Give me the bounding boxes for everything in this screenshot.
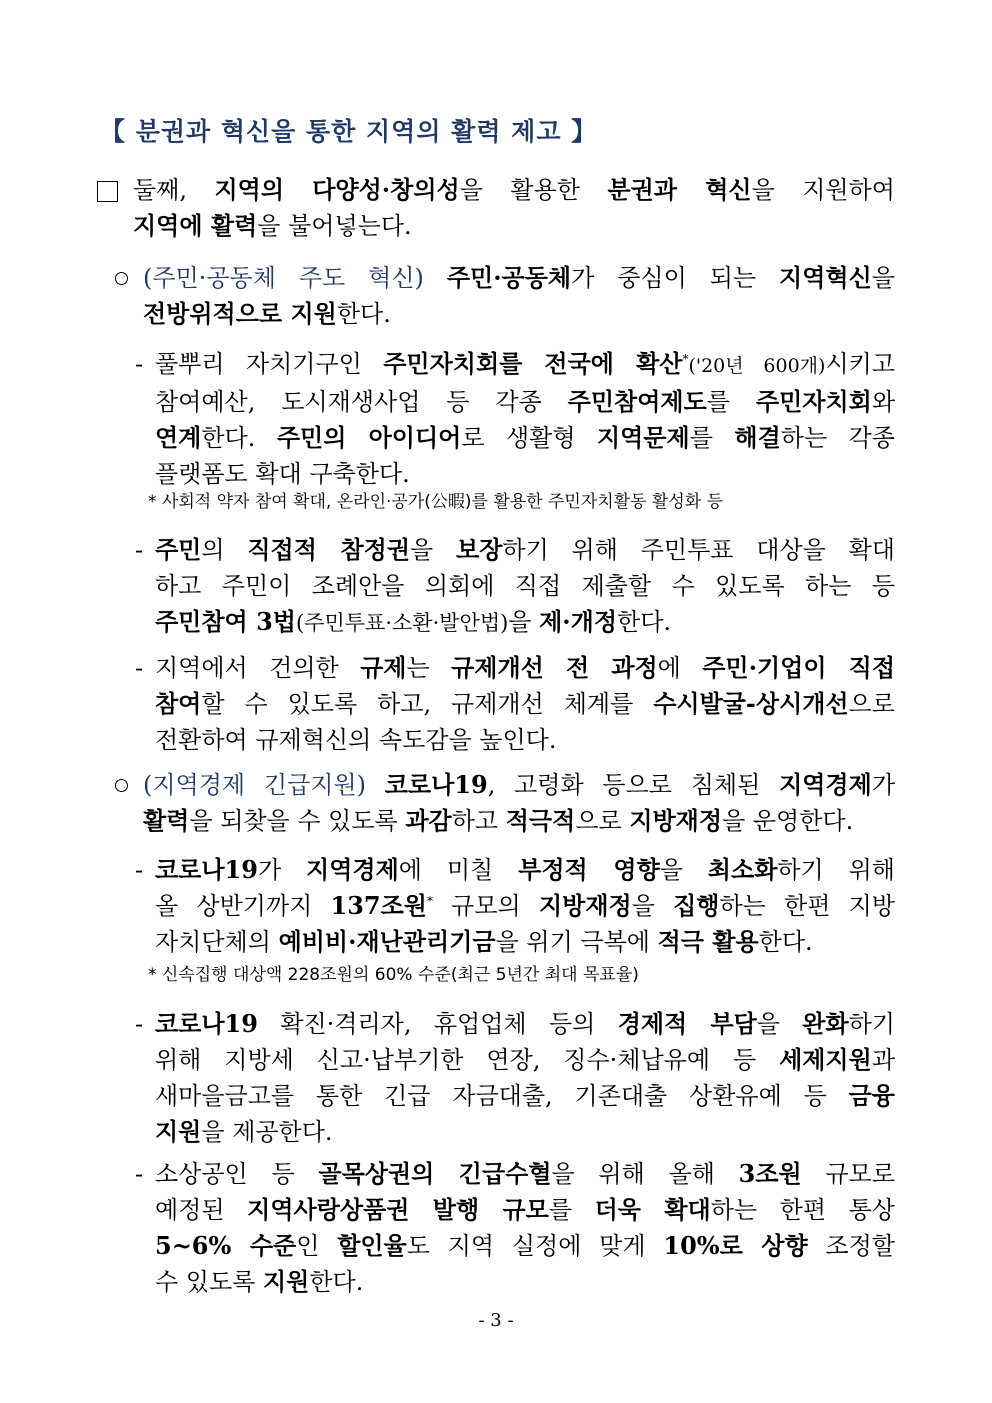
sub1-item-2-line-1: 주민의 직접적 참정권을 보장하기 위해 주민투표 대상을 확대 bbox=[155, 535, 895, 564]
main-point bbox=[133, 172, 895, 244]
sub2-item-3-line-1: 소상공인 등 골목상권의 긴급수혈을 위해 올해 3조원 규모로 bbox=[155, 1159, 896, 1188]
sub2-item-1-note: * 신속집행 대상액 228조원의 60% 수준(최근 5년간 최대 목표율) bbox=[148, 965, 639, 985]
circle-bullet-icon bbox=[115, 272, 128, 285]
sub1-line-1: (주민·공동체 주도 혁신) 주민·공동체가 중심이 되는 지역혁신을 bbox=[143, 263, 895, 292]
sub2-item-3-line-4: 수 있도록 지원한다. bbox=[155, 1267, 364, 1296]
checkbox-square-icon bbox=[97, 181, 118, 202]
sub2-item-1-line-1: 코로나19가 지역경제에 미칠 부정적 영향을 최소화하기 위해 bbox=[155, 855, 895, 884]
dash-bullet: - bbox=[135, 1010, 144, 1038]
sub1-item-1-line-4: 플랫폼도 확대 구축한다. bbox=[155, 460, 410, 488]
sub2-item-3-line-3: 5~6% 수준인 할인율도 지역 실정에 맞게 10%로 상향 조정할 bbox=[155, 1231, 895, 1260]
sub1-item-2 bbox=[155, 532, 895, 641]
circle-bullet-icon bbox=[115, 779, 128, 792]
sub2-item-1-line-2: 올 상반기까지 137조원* 규모의 지방재정을 집행하는 한편 지방 bbox=[155, 891, 895, 920]
sub2-item-2-line-1: 코로나19 확진·격리자, 휴업업체 등의 경제적 부담을 완화하기 bbox=[155, 1009, 895, 1038]
sub2-heading: (지역경제 긴급지원) bbox=[143, 771, 366, 799]
sub1-item-3-line-2: 참여할 수 있도록 하고, 규제개선 체계를 수시발굴-상시개선으로 bbox=[155, 689, 895, 718]
sub2-paragraph bbox=[143, 767, 895, 839]
dash-bullet: - bbox=[135, 856, 144, 884]
sub2-item-2-line-2: 위해 지방세 신고·납부기한 연장, 징수·체납유예 등 세제지원과 bbox=[155, 1045, 895, 1074]
sub2-line-1: (지역경제 긴급지원) 코로나19, 고령화 등으로 침체된 지역경제가 bbox=[143, 770, 895, 799]
section-title: 【 분권과 혁신을 통한 지역의 활력 제고 】 bbox=[100, 117, 598, 146]
dash-bullet: - bbox=[135, 536, 144, 564]
sub2-item-1-line-3: 자치단체의 예비비·재난관리기금을 위기 극복에 적극 활용한다. bbox=[155, 927, 813, 956]
sub1-item-2-line-3: 주민참여 3법(주민투표·소환·발안법)을 제·개정한다. bbox=[155, 607, 672, 636]
sub1-item-1 bbox=[155, 346, 895, 492]
main-point-line-2: 지역에 활력을 불어넣는다. bbox=[133, 211, 412, 240]
sub1-item-1-line-2: 참여예산, 도시재생사업 등 각종 주민참여제도를 주민자치회와 bbox=[155, 387, 895, 416]
sub1-heading: (주민·공동체 주도 혁신) bbox=[143, 264, 424, 292]
sub1-line-2: 전방위적으로 지원한다. bbox=[143, 299, 391, 328]
sub2-item-1 bbox=[155, 852, 895, 960]
sub2-item-3-line-2: 예정된 지역사랑상품권 발행 규모를 더욱 확대하는 한편 통상 bbox=[155, 1195, 895, 1224]
sub1-item-2-line-2: 하고 주민이 조례안을 의회에 직접 제출할 수 있도록 하는 등 bbox=[155, 572, 895, 600]
sub2-item-2 bbox=[155, 1006, 895, 1150]
sub1-item-3-line-1: 지역에서 건의한 규제는 규제개선 전 과정에 주민·기업이 직접 bbox=[155, 653, 896, 682]
sub1-item-1-line-3: 연계한다. 주민의 아이디어로 생활형 지역문제를 해결하는 각종 bbox=[155, 423, 895, 452]
sub1-item-1-line-1: 풀뿌리 자치기구인 주민자치회를 전국에 확산*('20년 600개)시키고 bbox=[155, 349, 895, 378]
page-number: - 3 - bbox=[478, 1310, 514, 1331]
sub2-item-3 bbox=[155, 1156, 895, 1300]
sub2-item-2-line-4: 지원을 제공한다. bbox=[155, 1117, 333, 1146]
dash-bullet: - bbox=[135, 350, 144, 378]
sub1-item-3 bbox=[155, 650, 895, 758]
sub1-item-1-note: * 사회적 약자 참여 확대, 온라인·공가(公暇)를 활용한 주민자치활동 활성화 등 bbox=[148, 492, 724, 512]
dash-bullet: - bbox=[135, 1160, 144, 1188]
sub1-item-3-line-3: 전환하여 규제혁신의 속도감을 높인다. bbox=[155, 726, 557, 754]
dash-bullet: - bbox=[135, 654, 144, 682]
main-point-line-1: 둘째, 지역의 다양성·창의성을 활용한 분권과 혁신을 지원하여 bbox=[133, 175, 895, 204]
sub2-item-2-line-3: 새마을금고를 통한 긴급 자금대출, 기존대출 상환유예 등 금융 bbox=[155, 1081, 895, 1110]
sub1-paragraph bbox=[143, 260, 895, 332]
sub2-line-2: 활력을 되찾을 수 있도록 과감하고 적극적으로 지방재정을 운영한다. bbox=[143, 806, 854, 835]
